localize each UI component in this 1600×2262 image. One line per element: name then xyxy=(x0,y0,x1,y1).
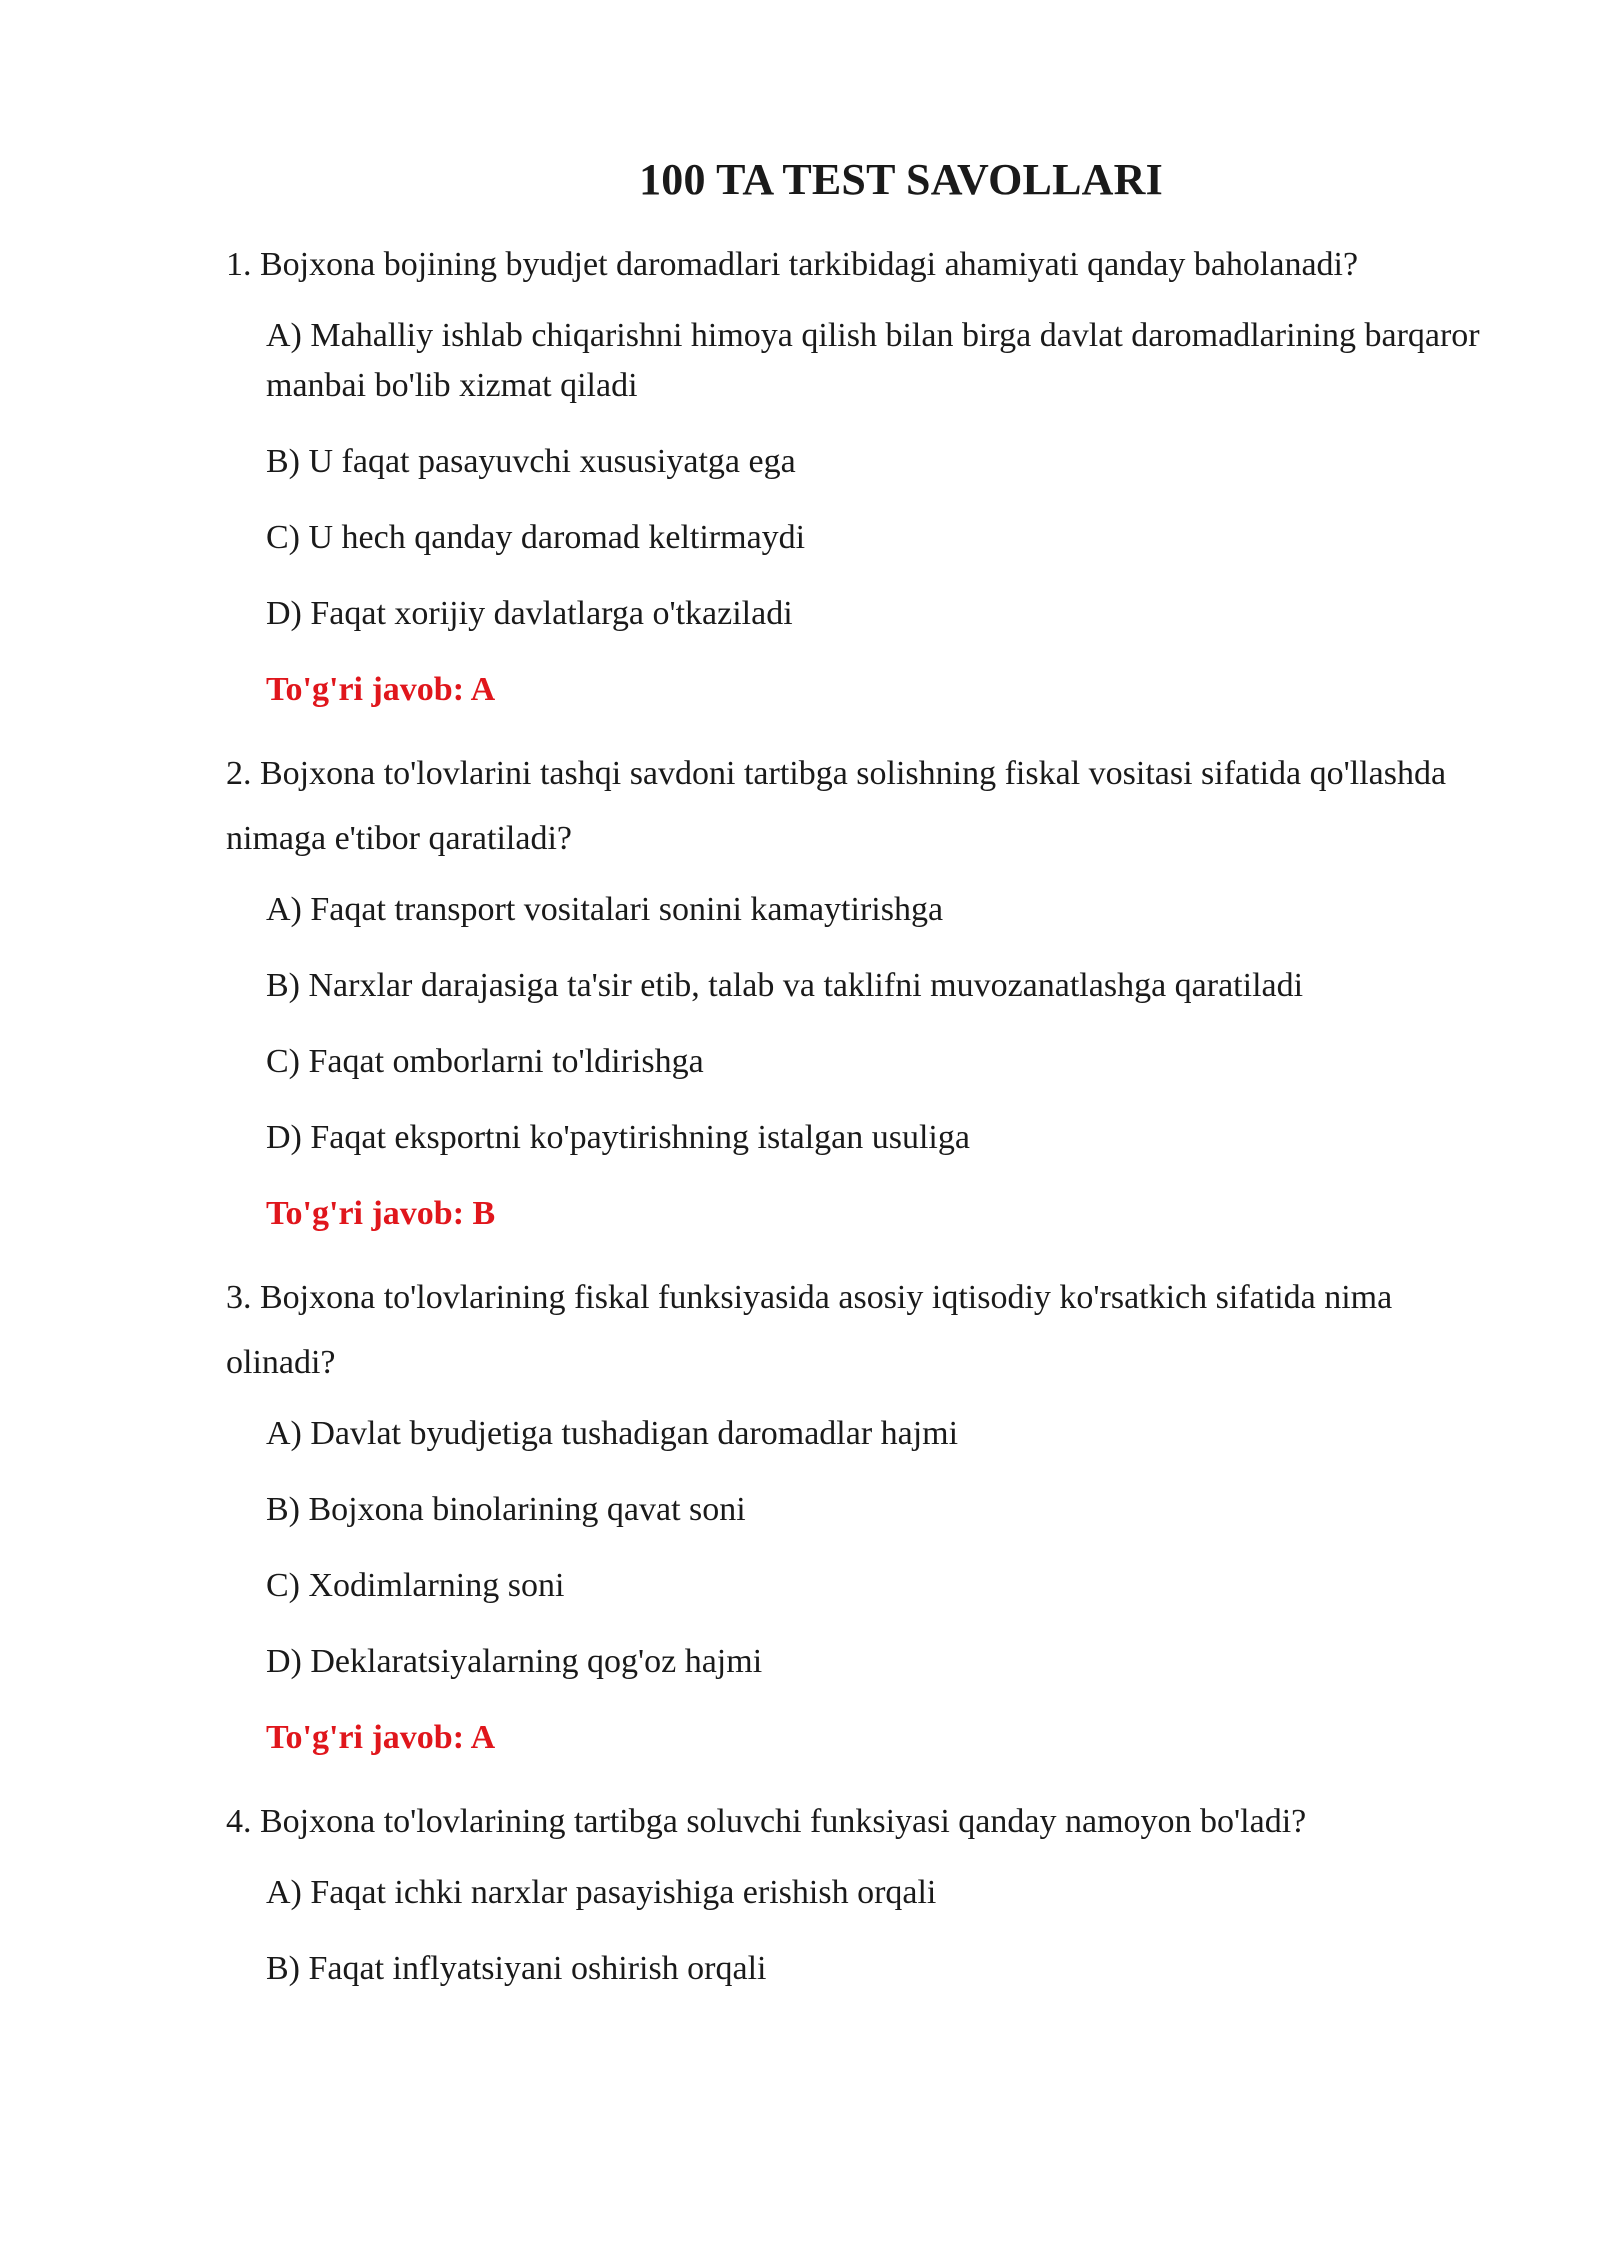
correct-answer: To'g'ri javob: B xyxy=(266,1195,496,1232)
option-c: C) Xodimlarning soni xyxy=(266,1567,565,1604)
option-a: A) Faqat ichki narxlar pasayishiga erishish orqali xyxy=(266,1874,937,1911)
options-list xyxy=(226,1409,1486,1687)
option-b: B) Narxlar darajasiga ta'sir etib, talab va taklifni muvozanatlashga qaratiladi xyxy=(266,967,1304,1004)
option-b: B) U faqat pasayuvchi xususiyatga ega xyxy=(266,443,796,480)
document-page xyxy=(226,148,1486,2020)
question-text: 3. Bojxona to'lovlarining fiskal funksiyasida asosiy iqtisodiy ko'rsatkich sifatida nima olinadi? xyxy=(226,1279,1393,1381)
question-block xyxy=(226,1265,1486,1763)
question-text: 2. Bojxona to'lovlarini tashqi savdoni tartibga solishning fiskal vositasi sifatida qo'llashda nimaga e'tibor qaratiladi? xyxy=(226,755,1447,857)
option-a: A) Mahalliy ishlab chiqarishni himoya qilish bilan birga davlat daromadlarining barqaror manbai bo'lib xizmat qiladi xyxy=(266,317,1480,404)
question-block xyxy=(226,232,1486,715)
option-d: D) Deklaratsiyalarning qog'oz hajmi xyxy=(266,1643,763,1680)
option-b: B) Bojxona binolarining qavat soni xyxy=(266,1491,746,1528)
correct-answer: To'g'ri javob: A xyxy=(266,671,496,708)
option-a: A) Davlat byudjetiga tushadigan daromadlar hajmi xyxy=(266,1415,959,1452)
correct-answer: To'g'ri javob: A xyxy=(266,1719,496,1756)
options-list xyxy=(226,311,1486,639)
option-c: C) Faqat omborlarni to'ldirishga xyxy=(266,1043,704,1080)
question-block xyxy=(226,741,1486,1239)
option-d: D) Faqat xorijiy davlatlarga o'tkaziladi xyxy=(266,595,793,632)
document-title: 100 TA TEST SAVOLLARI xyxy=(639,155,1163,204)
question-text: 1. Bojxona bojining byudjet daromadlari tarkibidagi ahamiyati qanday baholanadi? xyxy=(226,246,1359,283)
options-list xyxy=(226,885,1486,1163)
option-a: A) Faqat transport vositalari sonini kamaytirishga xyxy=(266,891,944,928)
option-c: C) U hech qanday daromad keltirmaydi xyxy=(266,519,806,556)
question-block xyxy=(226,1789,1486,1994)
option-b: B) Faqat inflyatsiyani oshirish orqali xyxy=(266,1950,767,1987)
option-d: D) Faqat eksportni ko'paytirishning istalgan usuliga xyxy=(266,1119,970,1156)
question-text: 4. Bojxona to'lovlarining tartibga soluvchi funksiyasi qanday namoyon bo'ladi? xyxy=(226,1803,1307,1840)
options-list xyxy=(226,1868,1486,1994)
